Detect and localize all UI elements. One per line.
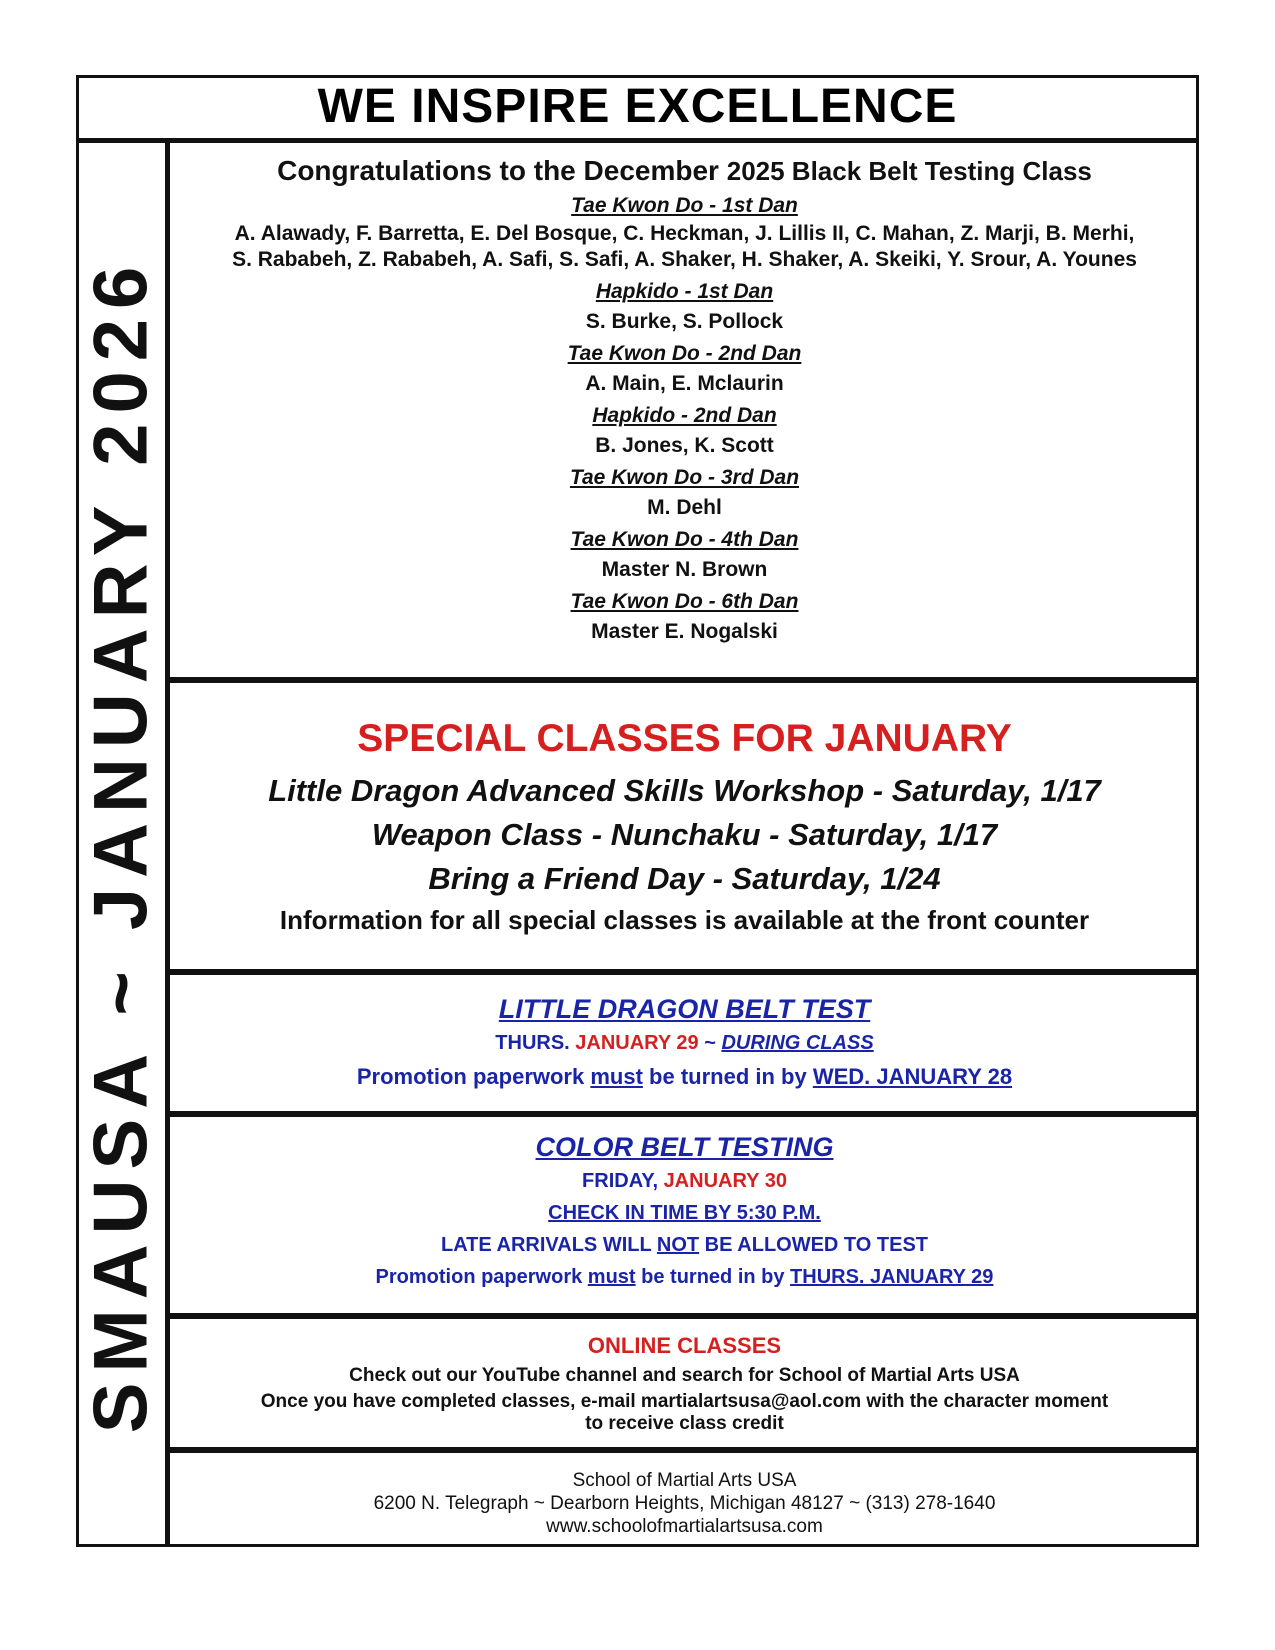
footer-address: 6200 N. Telegraph ~ Dearborn Heights, Michigan 48127 ~ (313) 278-1640 [373,1493,996,1514]
not-text: NOT [656,1234,700,1256]
sidebar-banner [76,143,170,1547]
online-classes-section [170,1319,1199,1453]
online-classes-title: ONLINE CLASSES [587,1333,782,1358]
day-label: THURS. [495,1032,576,1054]
congrats-title-part1: Congratulations to the December [277,155,727,186]
color-belt-section [170,1117,1199,1319]
little-dragon-date-line [170,1027,1199,1059]
page-title: WE INSPIRE EXCELLENCE [317,80,958,133]
separator: ~ [698,1032,722,1054]
names-list: B. Jones, K. Scott [595,434,774,457]
names-line: A. Alawady, F. Barretta, E. Del Bosque, C. Heckman, J. Lillis II, C. Mahan, Z. Marji, B. Merhi, [234,222,1135,245]
rank-heading: Hapkido - 2nd Dan [592,404,777,427]
rank-heading: Tae Kwon Do - 2nd Dan [567,342,802,365]
congrats-section [170,143,1199,683]
color-belt-date-line [170,1165,1199,1197]
must-text: must [587,1266,636,1288]
special-class-item: Bring a Friend Day - Saturday, 1/24 [428,861,941,896]
paperwork-text: Promotion paperwork [375,1266,588,1288]
special-class-item: Little Dragon Advanced Skills Workshop - Saturday, 1/17 [268,773,1101,808]
special-class-item: Weapon Class - Nunchaku - Saturday, 1/17 [371,817,998,852]
online-classes-text [170,1391,1199,1435]
paperwork-text: be turned in by [635,1266,791,1288]
during-class-label: DURING CLASS [721,1032,874,1054]
rank-heading: Tae Kwon Do - 4th Dan [570,528,799,551]
little-dragon-section [170,975,1199,1117]
rank-heading: Hapkido - 1st Dan [595,280,774,303]
late-text: LATE ARRIVALS WILL [440,1234,657,1256]
little-dragon-title: LITTLE DRAGON BELT TEST [498,994,871,1024]
test-date: JANUARY 29 [575,1032,699,1054]
sidebar-vertical-text: SMAUSA ~ JANUARY 2026 [78,256,163,1434]
names-list: M. Dehl [647,496,722,519]
paperwork-line [170,1261,1199,1293]
rank-heading: Tae Kwon Do - 6th Dan [570,590,799,613]
color-belt-title: COLOR BELT TESTING [535,1132,834,1162]
online-classes-text-line: Once you have completed classes, e-mail martialartsusa@aol.com with the character moment [260,1391,1109,1412]
test-date: JANUARY 30 [663,1170,787,1192]
deadline-date: WED. JANUARY 28 [812,1064,1013,1089]
footer-school-name: School of Martial Arts USA [572,1470,797,1491]
late-arrivals-line [170,1229,1199,1261]
special-classes-section [170,683,1199,975]
names-list: Master E. Nogalski [591,620,778,643]
paperwork-text: be turned in by [642,1064,813,1089]
check-in-line: CHECK IN TIME BY 5:30 P.M. [548,1202,821,1224]
paperwork-text: Promotion paperwork [356,1064,591,1089]
late-text: BE ALLOWED TO TEST [699,1234,929,1256]
day-label: FRIDAY, [582,1170,664,1192]
special-classes-info: Information for all special classes is available at the front counter [279,905,1090,935]
rank-heading: Tae Kwon Do - 3rd Dan [569,466,800,489]
names-line: S. Rababeh, Z. Rababeh, A. Safi, S. Safi, A. Shaker, H. Shaker, A. Skeiki, Y. Srour, A. Younes [232,248,1137,271]
footer [170,1453,1199,1547]
footer-website: www.schoolofmartialartsusa.com [546,1516,823,1537]
congrats-title-part2: 2025 Black Belt Testing Class [726,156,1092,186]
paperwork-line [170,1059,1199,1095]
header-banner [76,75,1199,143]
online-classes-text-line: to receive class credit [585,1413,784,1434]
rank-heading: Tae Kwon Do - 1st Dan [571,194,798,217]
names-list: Master N. Brown [601,558,768,581]
online-classes-text: Check out our YouTube channel and search for School of Martial Arts USA [349,1365,1020,1386]
congrats-title [170,155,1199,187]
deadline-date: THURS. JANUARY 29 [790,1266,994,1288]
names-list: A. Main, E. Mclaurin [585,372,784,395]
special-classes-title: SPECIAL CLASSES FOR JANUARY [357,717,1012,760]
names-list [170,221,1199,273]
names-list: S. Burke, S. Pollock [585,310,784,333]
must-text: must [590,1064,643,1089]
